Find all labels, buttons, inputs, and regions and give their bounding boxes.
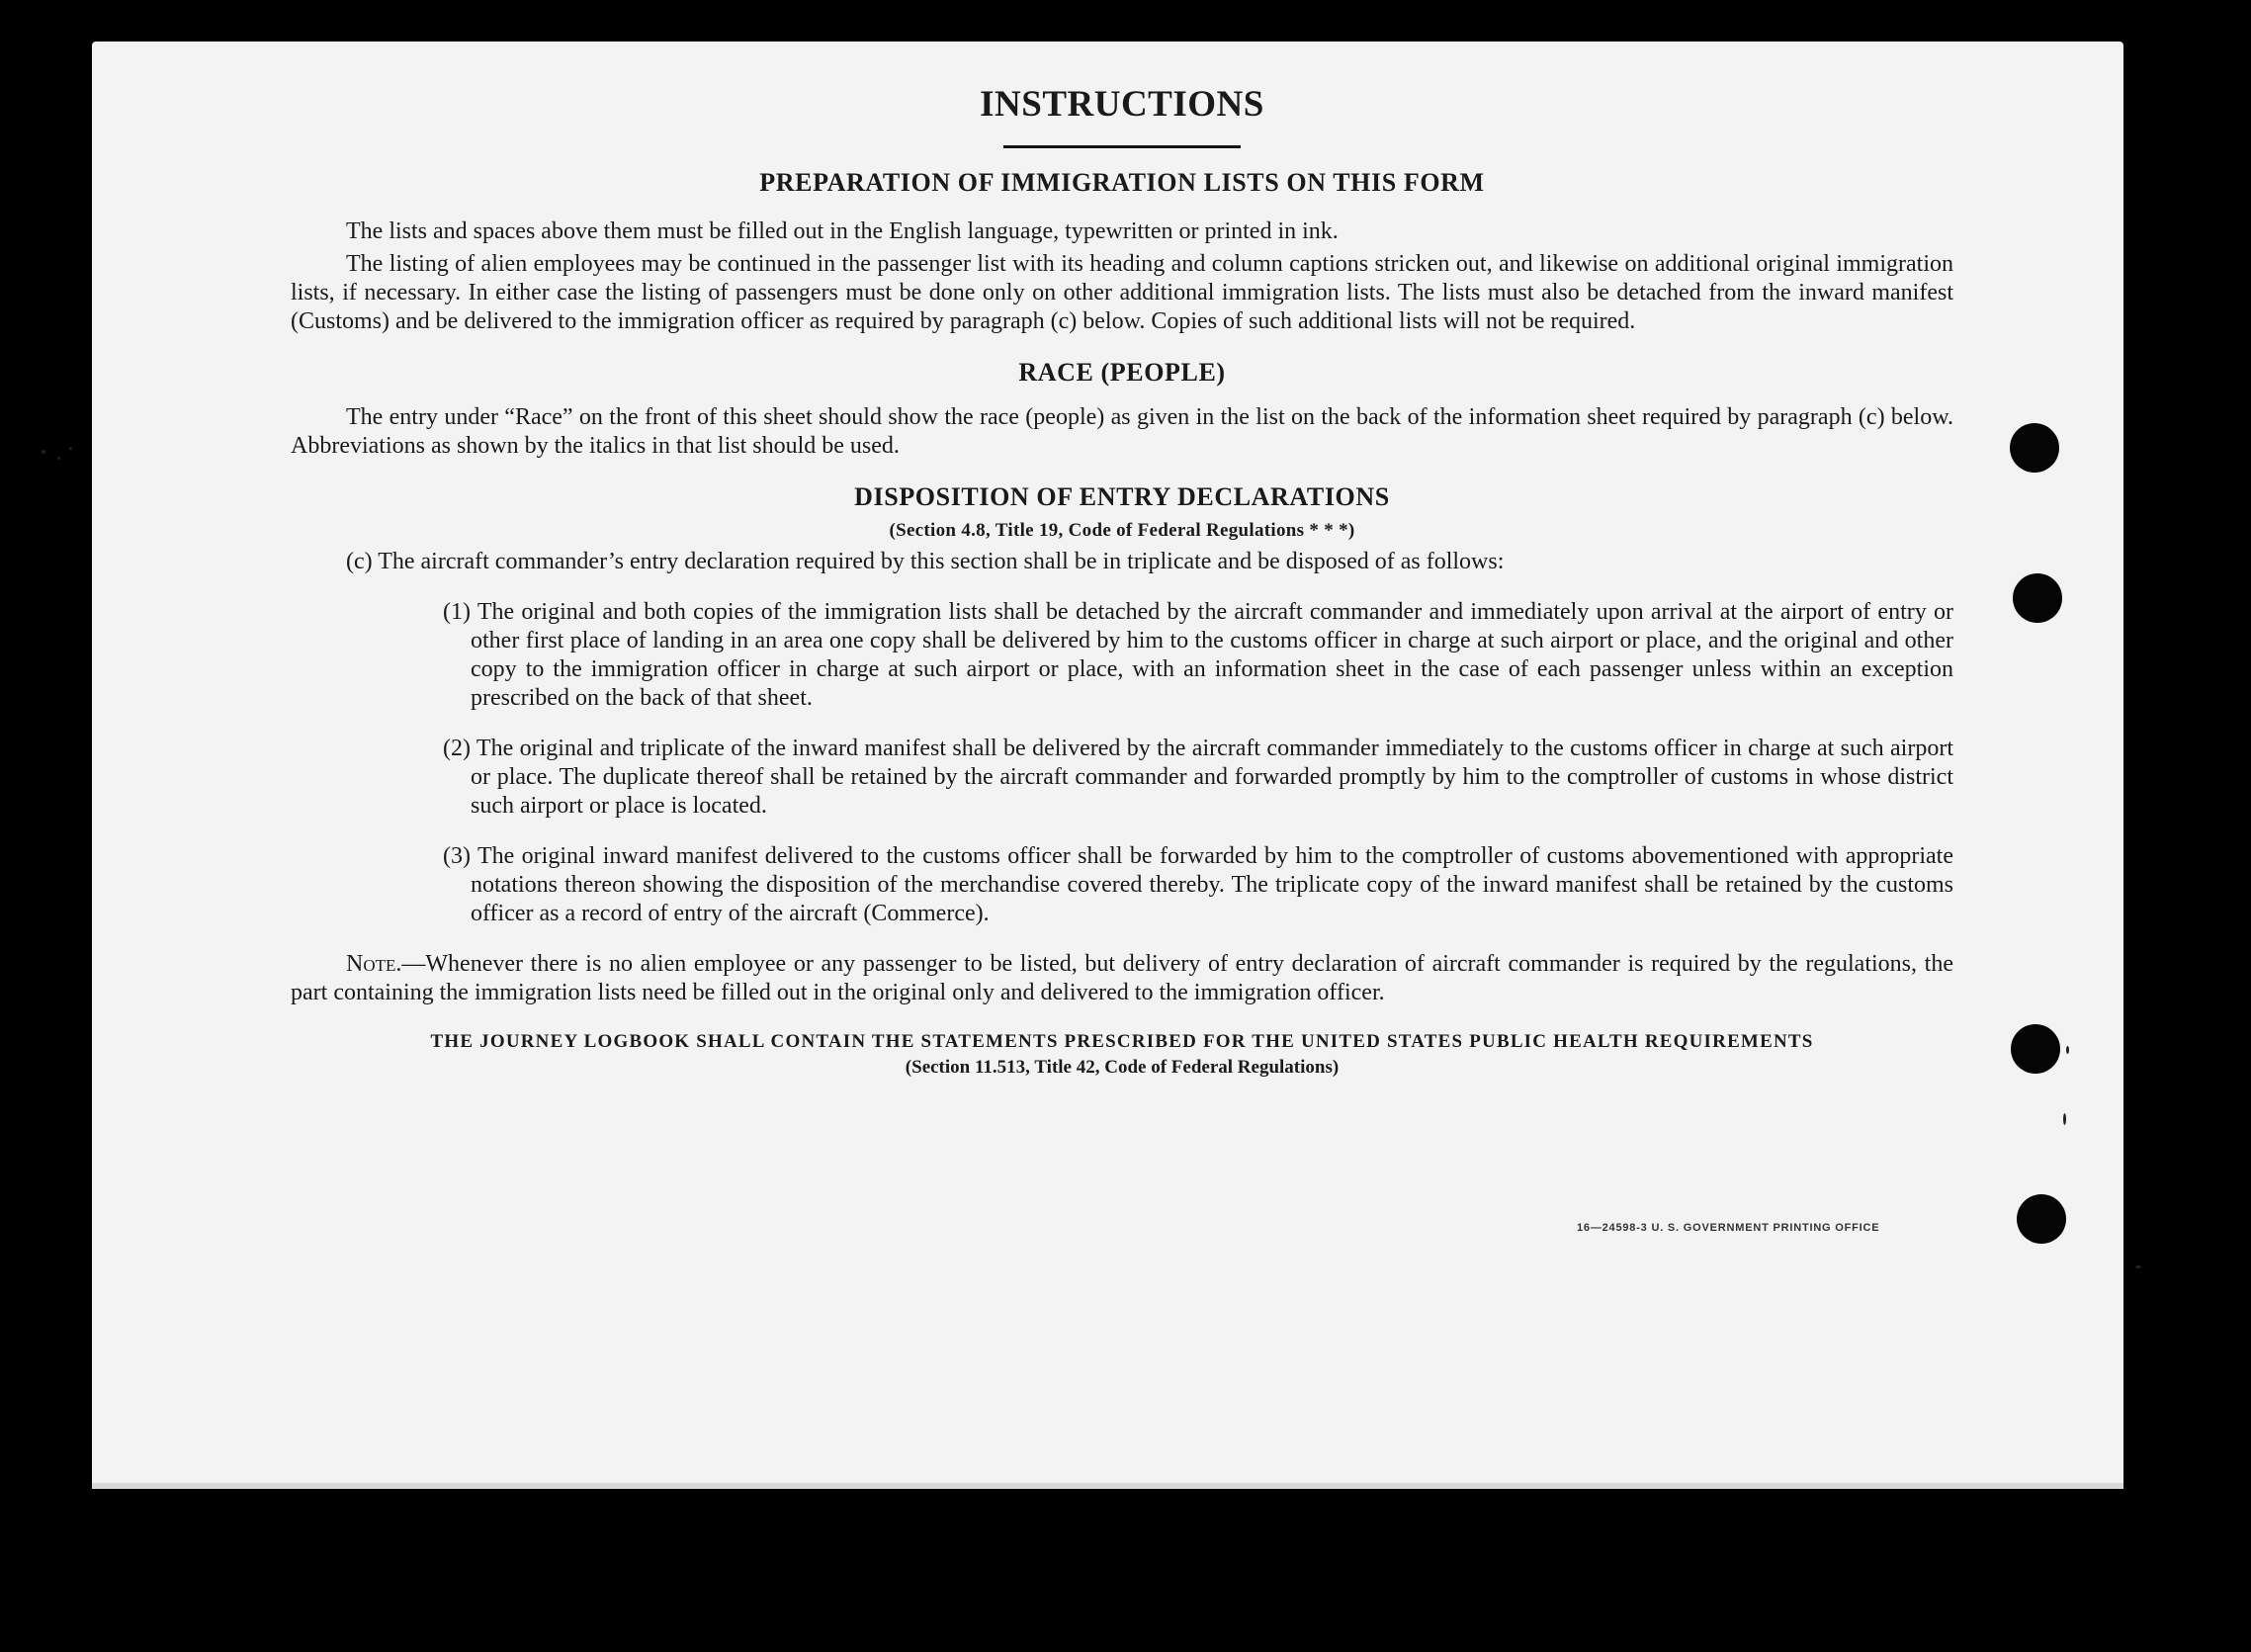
- list-item-number: (3): [443, 843, 471, 869]
- paragraph-note: [291, 950, 1953, 1007]
- instructions-content: [291, 83, 1953, 1079]
- list-item: [291, 842, 1953, 928]
- section-heading-disposition: DISPOSITION OF ENTRY DECLARATIONS: [854, 482, 1390, 511]
- paragraph-language: The lists and spaces above them must be filled out in the English language, typewritten or printed in ink.: [346, 218, 1339, 244]
- scan-speck: [69, 447, 72, 450]
- sheet-bottom-edge: [92, 1483, 2123, 1489]
- paragraph-disposition-intro: (c) The aircraft commander’s entry declaration required by this section shall be in triplicate and be disposed of as follows:: [346, 549, 1505, 574]
- scan-speck: [57, 457, 60, 460]
- note-lead: Note.: [346, 951, 402, 977]
- list-item: [291, 735, 1953, 821]
- scan-speck: [2063, 1113, 2066, 1125]
- section-heading-race: RACE (PEOPLE): [1018, 358, 1226, 387]
- list-item: [291, 598, 1953, 713]
- scan-speck: [2135, 1265, 2141, 1268]
- scan-speck: [2066, 1046, 2069, 1054]
- scan-speck: [42, 450, 45, 454]
- punch-hole: [2011, 1024, 2060, 1074]
- note-text: —Whenever there is no alien employee or any passenger to be listed, but delivery of entry declaration of aircraft commander is required by the regulations, the part containing the immigration lists need be filled out in the original only and delivered to the immigration officer.: [291, 951, 1953, 1005]
- printer-imprint: 16—24598-3 U. S. GOVERNMENT PRINTING OFFICE: [1577, 1222, 1880, 1234]
- footer-heading: THE JOURNEY LOGBOOK SHALL CONTAIN THE STATEMENTS PRESCRIBED FOR THE UNITED STATES PUBLIC HEALTH REQUIREMENTS: [430, 1031, 1814, 1052]
- paragraph-race: The entry under “Race” on the front of this sheet should show the race (people) as given in the list on the back of the information sheet required by paragraph (c) below. Abbreviations as shown by the italics in that list should be used.: [291, 404, 1953, 459]
- list-item-text: The original and triplicate of the inward manifest shall be delivered by the aircraft commander immediately to the customs officer in charge at such airport or place. The duplicate thereof shall be retained by the aircraft commander and forwarded promptly by him to the comptroller of customs in whose district such airport or place is located.: [471, 736, 1953, 819]
- paragraph-listing: The listing of alien employees may be continued in the passenger list with its heading and column captions stricken out, and likewise on additional original immigration lists, if necessary. In either case the listing of passengers must be done only on other additional immigration lists. The lists must also be detached from the inward manifest (Customs) and be delivered to the immigration officer as required by paragraph (c) below. Copies of such additional lists will not be required.: [291, 251, 1953, 334]
- punch-hole: [2010, 423, 2059, 473]
- section-heading-preparation: PREPARATION OF IMMIGRATION LISTS ON THIS FORM: [759, 168, 1485, 197]
- section-subheading-disposition: (Section 4.8, Title 19, Code of Federal Regulations * * *): [889, 520, 1355, 541]
- title-rule: [1003, 145, 1241, 148]
- punch-hole: [2013, 573, 2062, 623]
- list-item-number: (2): [443, 736, 471, 761]
- page-title: INSTRUCTIONS: [980, 84, 1264, 125]
- footer-subheading: (Section 11.513, Title 42, Code of Federal Regulations): [905, 1057, 1340, 1078]
- list-item-number: (1): [443, 599, 471, 625]
- list-item-text: The original inward manifest delivered to the customs officer shall be forwarded by him to the comptroller of customs abovementioned with appropriate notations thereon showing the disposition of the merchandise covered thereby. The triplicate copy of the inward manifest shall be retained by the customs officer as a record of entry of the aircraft (Commerce).: [471, 843, 1953, 926]
- list-item-text: The original and both copies of the immigration lists shall be detached by the aircraft commander and immediately upon arrival at the airport of entry or other first place of landing in an area one copy shall be delivered by him to the customs officer in charge at such airport or place, and the original and other copy to the immigration officer in charge at such airport or place, with an information sheet in the case of each passenger unless within an exception prescribed on the back of that sheet.: [471, 599, 1953, 711]
- punch-hole: [2017, 1194, 2066, 1244]
